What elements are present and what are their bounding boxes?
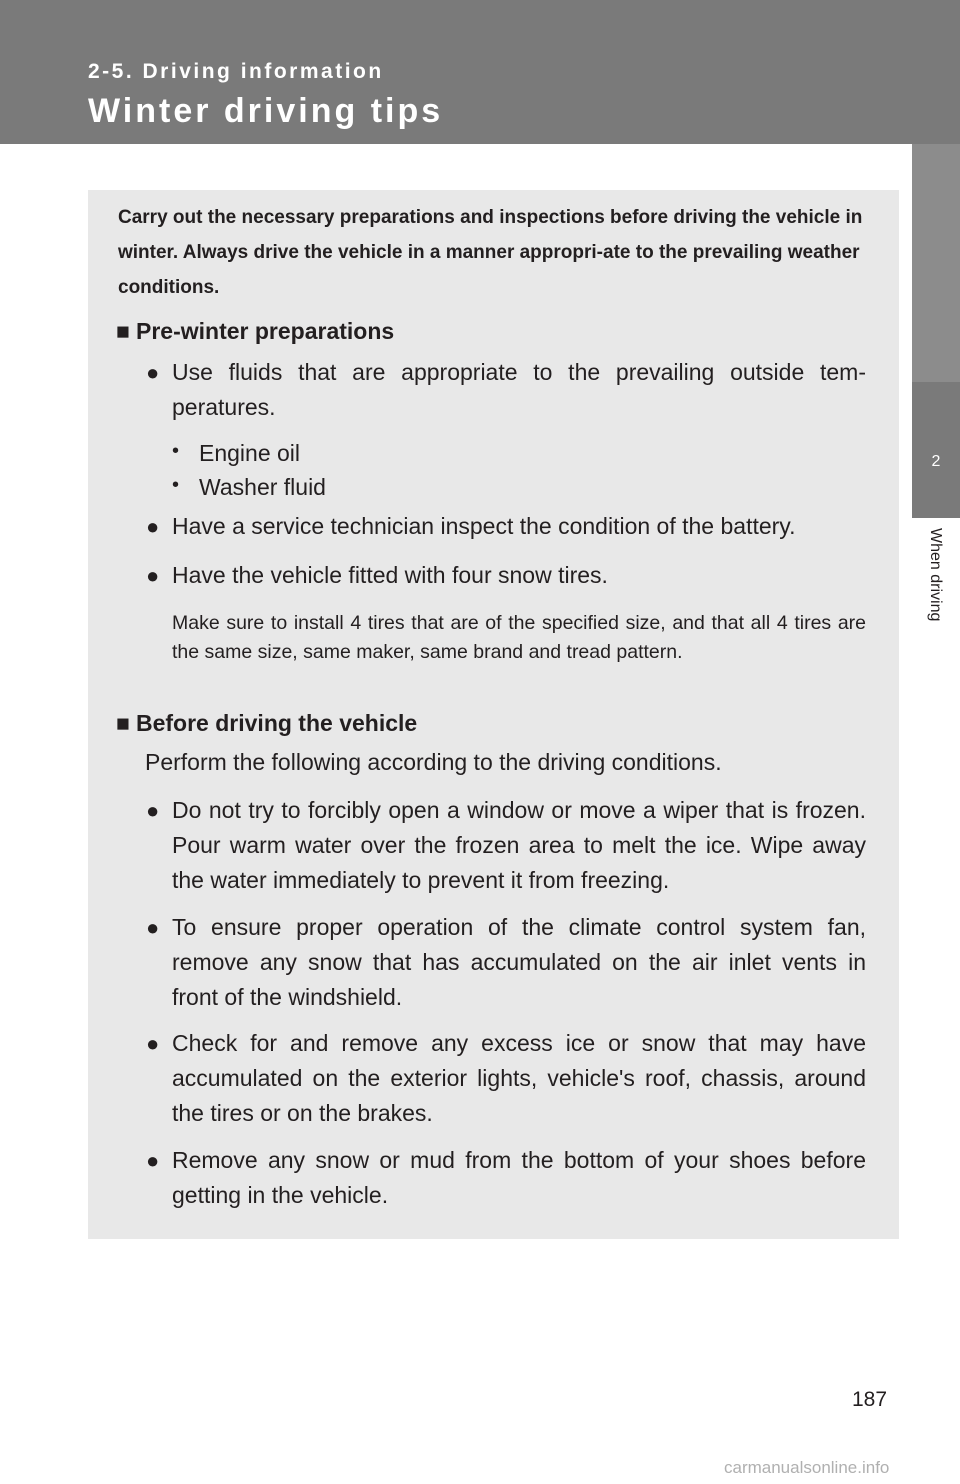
page-header bbox=[0, 0, 960, 144]
sub-bullet-icon: • bbox=[172, 440, 180, 462]
round-bullet-icon: ● bbox=[146, 514, 160, 539]
side-tab-label-text: When driving bbox=[927, 528, 944, 622]
sub-list-item: Washer fluid bbox=[199, 474, 326, 500]
list-item: Do not try to forcibly open a window or move a wiper that is frozen. Pour warm water over the frozen area to melt the ice. Wipe away the water immediately to prevent it from freezing. bbox=[172, 797, 866, 893]
section-lead: Perform the following according to the driving conditions. bbox=[145, 749, 722, 775]
round-bullet-icon: ● bbox=[146, 915, 160, 940]
note-text: Make sure to install 4 tires that are of the specified size, and that all 4 tires are the same size, same maker, same brand and tread pattern. bbox=[172, 612, 866, 663]
side-tab-label bbox=[912, 518, 960, 678]
intro-text: Carry out the necessary preparations and inspections before driving the vehicle in winter. Always drive the vehicle in a manner appropri-ate to the prevailing weather conditions. bbox=[118, 207, 863, 298]
side-tab-number[interactable]: 2 bbox=[912, 382, 960, 518]
page-title: Winter driving tips bbox=[88, 92, 444, 130]
page-number: 187 bbox=[852, 1388, 888, 1411]
side-tab-top bbox=[912, 144, 960, 382]
square-bullet-icon: ■ bbox=[116, 318, 130, 344]
list-item: To ensure proper operation of the climate control system fan, remove any snow that has accumulated on the air inlet vents in front of the windshield. bbox=[172, 914, 866, 1010]
round-bullet-icon: ● bbox=[146, 798, 160, 823]
list-item: Have the vehicle fitted with four snow tires. bbox=[172, 562, 608, 588]
square-bullet-icon: ■ bbox=[116, 710, 130, 736]
section-label: 2-5. Driving information bbox=[88, 60, 384, 83]
section-heading-text: Before driving the vehicle bbox=[136, 710, 418, 736]
round-bullet-icon: ● bbox=[146, 1148, 160, 1173]
watermark: carmanualsonline.info bbox=[724, 1458, 890, 1477]
round-bullet-icon: ● bbox=[146, 563, 160, 588]
sub-bullet-icon: • bbox=[172, 474, 180, 496]
list-item: Use fluids that are appropriate to the prevailing outside tem-peratures. bbox=[172, 359, 866, 420]
section-heading-pre-winter bbox=[116, 318, 394, 345]
round-bullet-icon: ● bbox=[146, 360, 160, 385]
section-heading-before-driving bbox=[116, 710, 417, 737]
section-heading-text: Pre-winter preparations bbox=[136, 318, 395, 344]
sub-list-item: Engine oil bbox=[199, 440, 301, 466]
list-item: Check for and remove any excess ice or snow that may have accumulated on the exterior lights, vehicle's roof, chassis, around the tires or on the brakes. bbox=[172, 1030, 866, 1126]
round-bullet-icon: ● bbox=[146, 1031, 160, 1056]
list-item: Remove any snow or mud from the bottom of your shoes before getting in the vehicle. bbox=[172, 1147, 866, 1208]
list-item: Have a service technician inspect the condition of the battery. bbox=[172, 513, 796, 539]
